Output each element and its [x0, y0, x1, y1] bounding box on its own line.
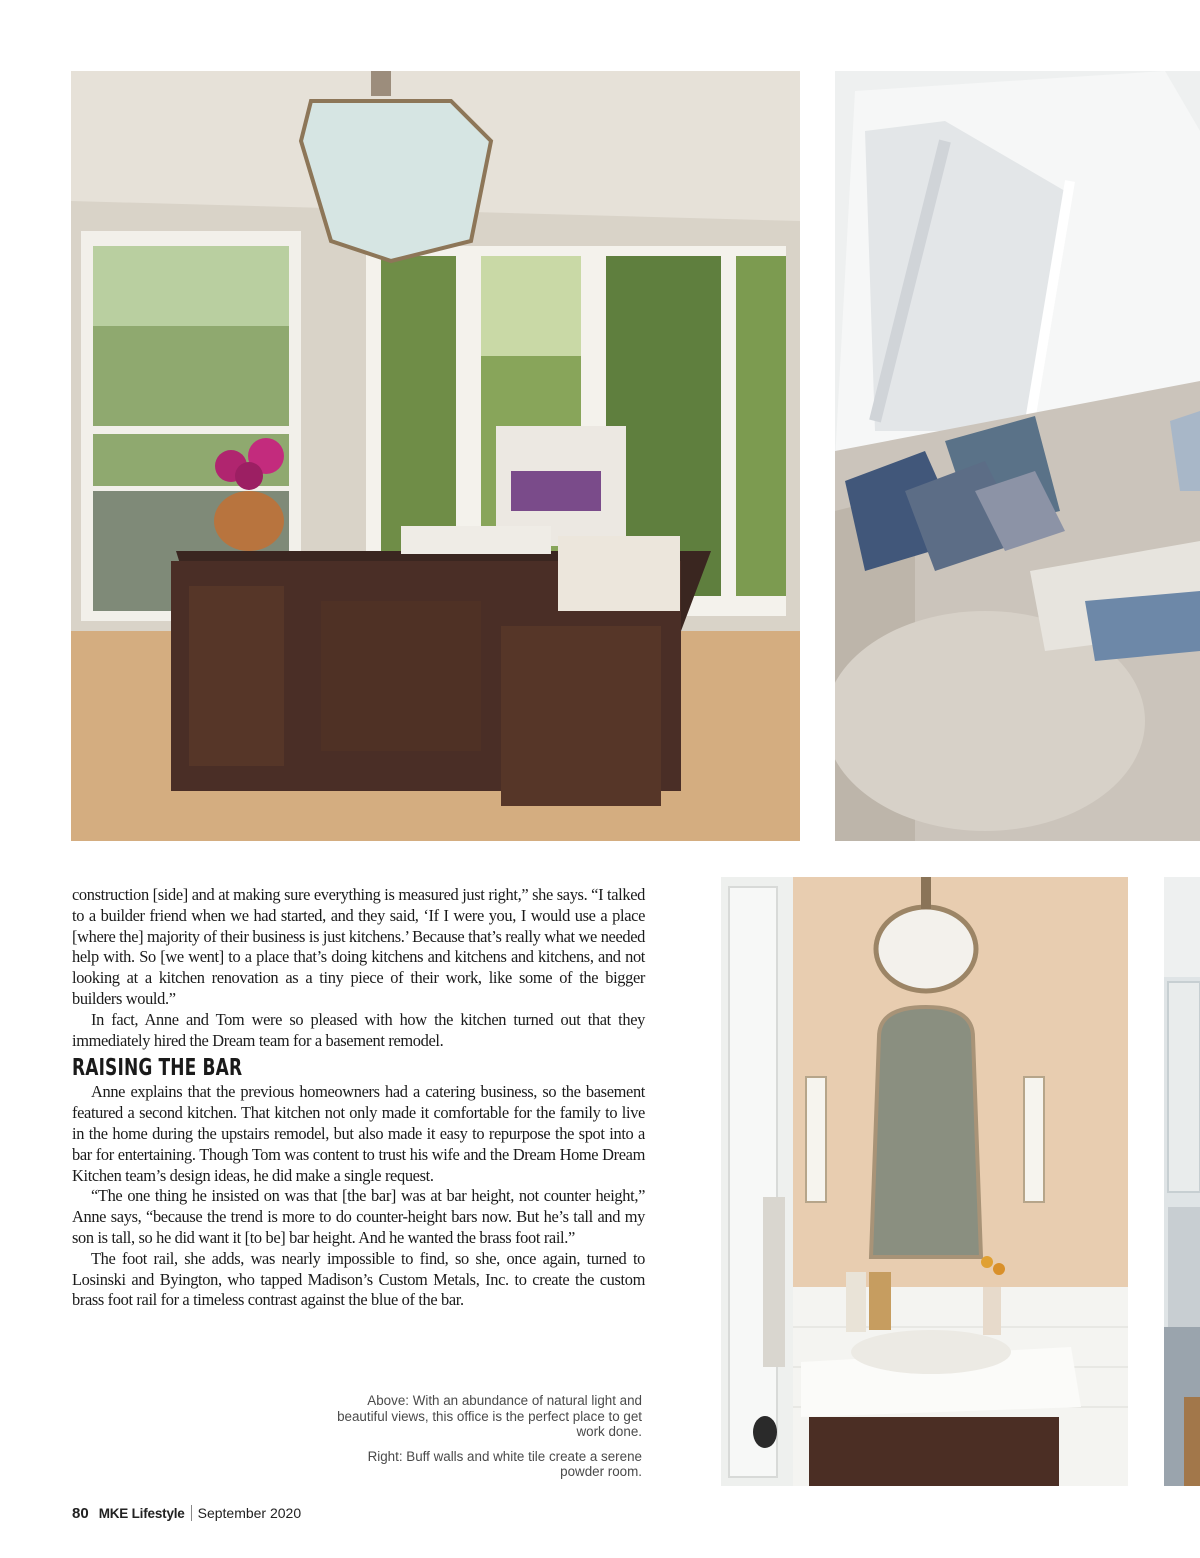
article-body [72, 885, 645, 1311]
folio-divider [191, 1505, 192, 1521]
powder-room-photo [721, 877, 1128, 1486]
office-photo [71, 71, 800, 841]
adjacent-photo-edge [1164, 877, 1200, 1486]
article-paragraph: “The one thing he insisted on was that [the bar] was at bar height, not counter height,” Anne says, “because the trend is more to do counter-height bars now. But he’s tall and my son is tall, so he did want it [to be] bar height. And he wanted the brass foot rail.” [72, 1186, 645, 1247]
living-room-photo [835, 71, 1200, 841]
article-paragraph: Anne explains that the previous homeowners had a catering business, so the basement featured a second kitchen. That kitchen not only made it comfortable for the family to live in the home during the upstairs remodel, but also made it easy to repurpose the spot into a bar for entertaining. Though Tom was content to trust his wife and the Dream Home Dream Kitchen team’s design ideas, he did make a single request. [72, 1082, 645, 1185]
article-paragraph: The foot rail, she adds, was nearly impossible to find, so she, once again, turned to Losinski and Byington, who tapped Madison’s Custom Metals, Inc. to create the custom brass foot rail for a timeless contrast against the blue of the bar. [72, 1248, 645, 1310]
publication-name: MKE Lifestyle [98, 1506, 185, 1521]
caption-right: Right: Buff walls and white tile create a serene powder room. [367, 1448, 642, 1480]
article-paragraph: In fact, Anne and Tom were so pleased with how the kitchen turned out that they immediately hired the Dream team for a basement remodel. [72, 1009, 645, 1050]
section-heading: RAISING THE BAR [72, 1055, 243, 1082]
issue-date: September 2020 [197, 1505, 302, 1521]
page-number: 80 [72, 1505, 89, 1522]
article-paragraph: construction [side] and at making sure everything is measured just right,” she says. “I talked to a builder friend when we had started, and they said, ‘If I were you, I would use a place [where the] majority of their business is just kitchens.’ Because that’s really what we needed help with. So [we went] to a place that’s doing kitchens and kitchens and kitchens, and not looking at a kitchen renovation as a tiny piece of their work, like some of the bigger builders would.” [72, 885, 645, 1008]
photo-captions [330, 1393, 642, 1489]
caption-above: Above: With an abundance of natural light and beautiful views, this office is the perfect place to get work done. [337, 1393, 642, 1440]
page-folio [72, 1505, 301, 1522]
